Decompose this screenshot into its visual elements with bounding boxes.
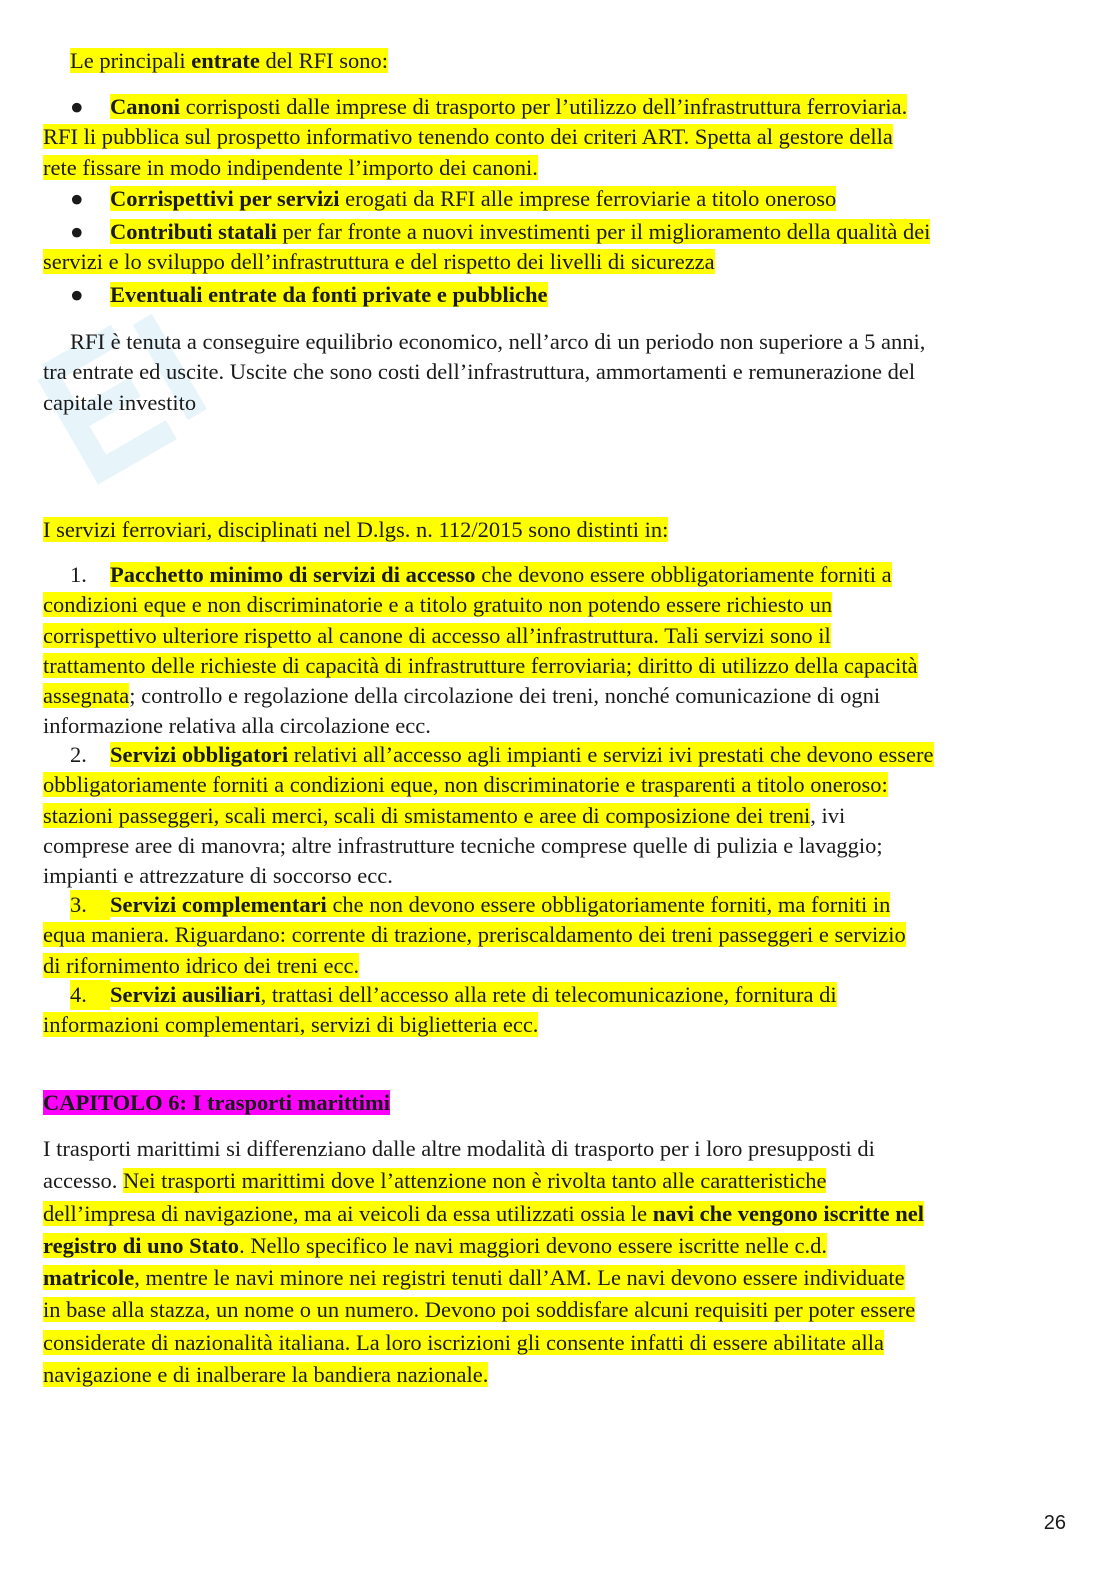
rfi-paragraph: RFI è tenuta a conseguire equilibrio economico, nell’arco di un periodo non superiore a 5 anni, tra entrate ed uscite. Uscite che sono costi dell’infrastruttura, ammortamenti e remunerazione del capitale investito xyxy=(43,329,926,415)
list-item-2: 2. Servizi obbligatori relativi all’accesso agli impianti e servizi ivi prestati che devono essere obbligatoriamente forniti a condizioni eque, non discriminatorie e trasparenti a titolo oneroso: stazioni passeggeri, scali merci, scali di smistamento e aree di composizione dei treni, ivi comprese aree di manovra; altre infrastrutture tecniche comprese quelle di pulizia e lavaggio; impianti e attrezzature di soccorso ecc. xyxy=(43,742,934,889)
chapter-paragraph: I trasporti marittimi si differenziano dalle altre modalità di trasporto per i loro presupposti di accesso. Nei trasporti marittimi dove l’attenzione non è rivolta tanto alle caratteristiche dell’impresa di navigazione, ma ai veicoli da essa utilizzati ossia le navi che vengono iscritte nel registro di uno Stato. Nello specifico le navi maggiori devono essere iscritte nelle c.d. matricole, mentre le navi minore nei registri tenuti dall’AM. Le navi devono essere individuate in base alla stazza, un nome o un numero. Devono poi soddisfare alcuni requisiti per poter essere considerate di nazionalità italiana. La loro iscrizioni gli consente infatti di essere abilitate alla navigazione e di inalberare la bandiera nazionale. xyxy=(43,1136,925,1388)
bullet-icon: ● xyxy=(70,94,84,119)
chapter-heading: CAPITOLO 6: I trasporti marittimi xyxy=(43,1090,391,1115)
bullet-item-canoni: ● Canoni corrisposti dalle imprese di trasporto per l’utilizzo dell’infrastruttura ferroviaria. RFI li pubblica sul prospetto informativo tenendo conto dei criteri ART. Spetta al gestore della rete fissare in modo indipendente l’importo dei canoni. xyxy=(43,94,908,180)
bullet-icon: ● xyxy=(70,219,84,244)
revenues-intro: Le principali entrate del RFI sono: xyxy=(70,48,389,73)
bullet-item-corrispettivi: ● Corrispettivi per servizi erogati da RFI alle imprese ferroviarie a titolo oneroso xyxy=(43,184,1066,214)
list-item-3: 3. Servizi complementari che non devono essere obbligatoriamente forniti, ma forniti in equa maniera. Riguardano: corrente di trazione, preriscaldamento dei treni passeggeri e servizio di rifornimento idrico dei treni ecc. xyxy=(43,892,906,978)
bullet-icon: ● xyxy=(70,186,84,211)
list-item-4: 4. Servizi ausiliari, trattasi dell’accesso alla rete di telecomunicazione, fornitura di informazioni complementari, servizi di biglietteria ecc. xyxy=(43,982,837,1038)
bullet-item-contributi: ● Contributi statali per far fronte a nuovi investimenti per il miglioramento della qualità dei servizi e lo sviluppo dell’infrastruttura e del rispetto dei livelli di sicurezza xyxy=(43,219,931,275)
list-item-1: 1. Pacchetto minimo di servizi di accesso che devono essere obbligatoriamente forniti a condizioni eque e non discriminatorie e a titolo gratuito non potendo essere richiesto un corrispettivo ulteriore rispetto al canone di accesso all’infrastruttura. Tali servizi sono il trattamento delle richieste di capacità di infrastrutture ferroviaria; diritto di utilizzo della capacità assegnata; controllo e regolazione della circolazione dei treni, nonché comunicazione di ogni informazione relativa alla circolazione ecc. xyxy=(43,562,918,739)
bullet-item-entrate: ● Eventuali entrate da fonti private e pubbliche xyxy=(43,280,1066,310)
bullet-icon: ● xyxy=(70,282,84,307)
page-number: 26 xyxy=(1043,1512,1066,1534)
services-intro: I servizi ferroviari, disciplinati nel D.lgs. n. 112/2015 sono distinti in: xyxy=(43,517,669,542)
